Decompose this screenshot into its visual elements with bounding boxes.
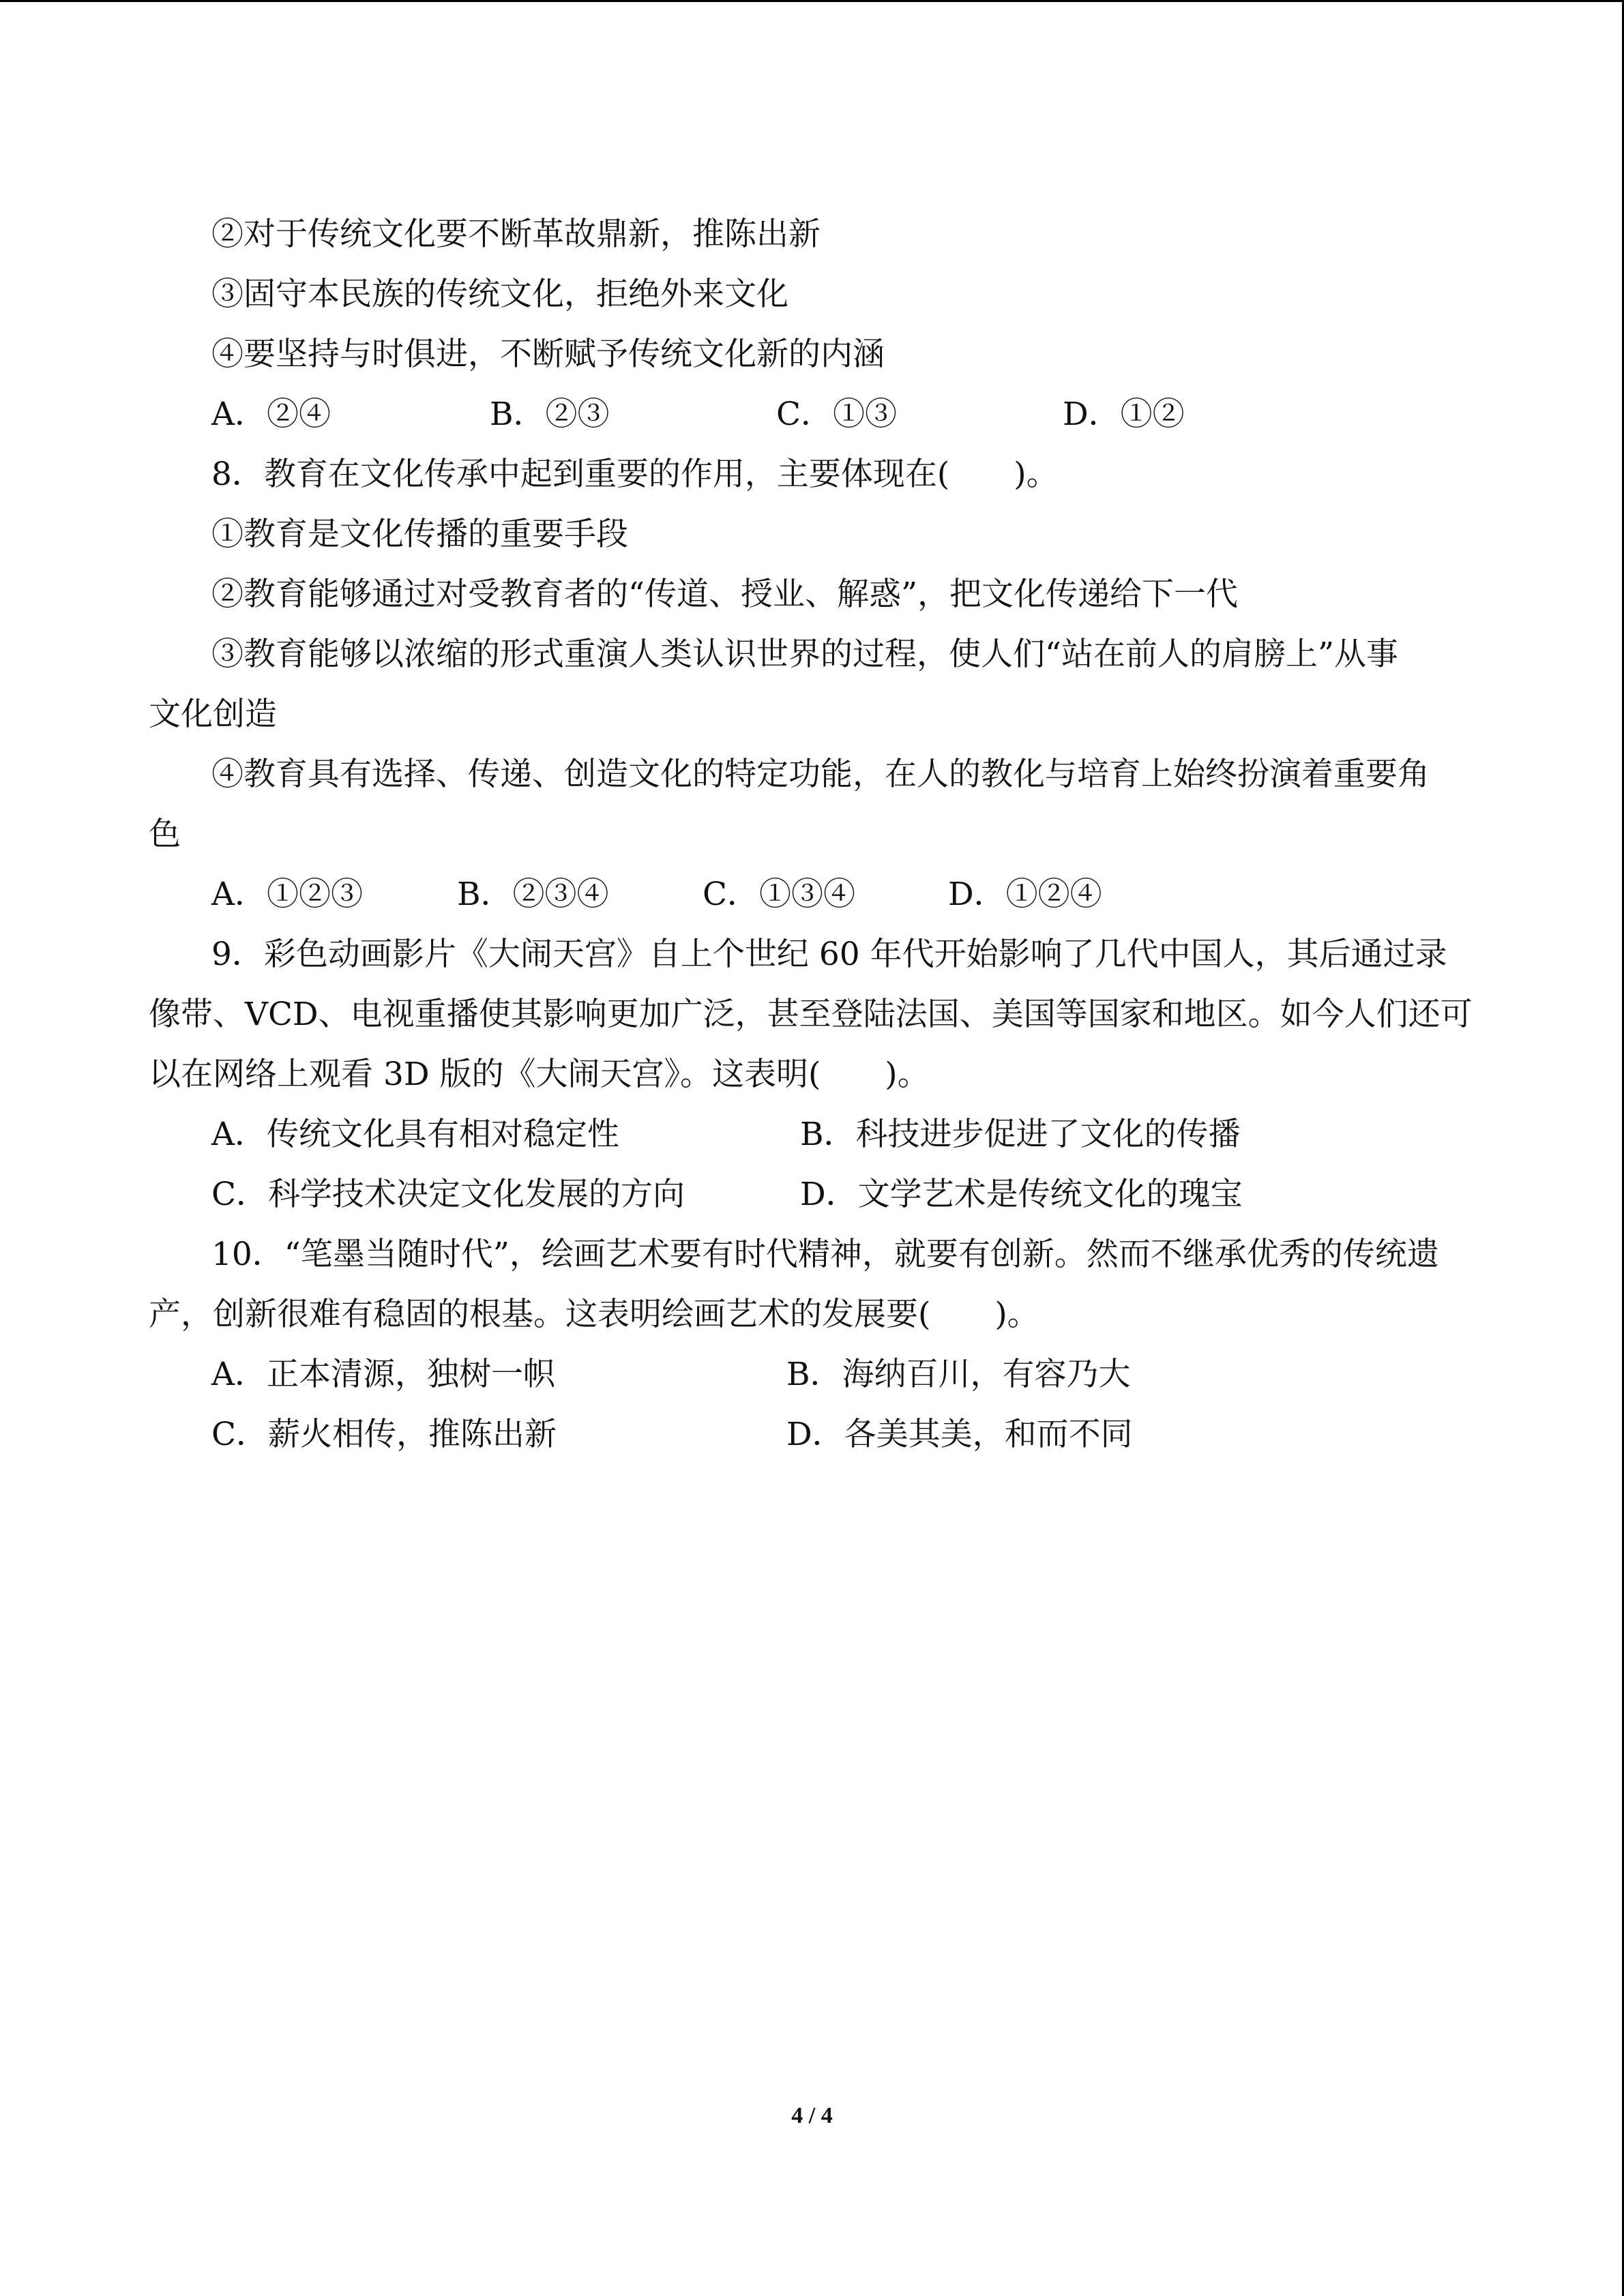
q8-option-d: D．①②④ [948, 876, 1102, 913]
q10-option-b: B．海纳百川，有容乃大 [786, 1356, 1131, 1393]
q8-statement-3-line-2: 文化创造 [149, 696, 277, 733]
q9-stem-line-1: 9．彩色动画影片《大闹天宫》自上个世纪 60 年代开始影响了几代中国人，其后通过录 [211, 936, 1447, 973]
q7-option-c: C．①③ [776, 396, 897, 433]
document-body [149, 205, 1473, 1465]
q8-option-b: B．②③④ [457, 876, 609, 913]
q8-options [149, 865, 1458, 925]
q9-stem-line-2: 像带、VCD、电视重播使其影响更加广泛，甚至登陆法国、美国等国家和地区。如今人们还可 [149, 996, 1473, 1033]
q10-options-row-2 [149, 1405, 1458, 1465]
page-border-top [0, 0, 1624, 2]
q10-options-row-1 [149, 1345, 1458, 1405]
q10-option-a: A．正本清源，独树一帜 [211, 1356, 555, 1393]
q10-stem-line-2: 产，创新很难有稳固的根基。这表明绘画艺术的发展要( )。 [149, 1296, 1039, 1333]
q9-option-a: A．传统文化具有相对稳定性 [211, 1116, 619, 1153]
q9-options-row-2 [149, 1165, 1458, 1225]
q8-statement-4-line-2: 色 [149, 816, 181, 853]
q8-statement-1: ①教育是文化传播的重要手段 [211, 516, 628, 553]
q8-option-a: A．①②③ [211, 876, 363, 913]
q9-stem-line-3: 以在网络上观看 3D 版的《大闹天宫》。这表明( )。 [149, 1056, 930, 1093]
q8-statement-2: ②教育能够通过对受教育者的“传道、授业、解惑”，把文化传递给下一代 [211, 576, 1239, 613]
page-number: 4 / 4 [791, 2103, 833, 2128]
q8-option-c: C．①③④ [703, 876, 855, 913]
q9-option-c: C．科学技术决定文化发展的方向 [211, 1176, 685, 1213]
q8-statement-4-line-1: ④教育具有选择、传递、创造文化的特定功能，在人的教化与培育上始终扮演着重要角 [211, 756, 1430, 793]
q9-options-row-1 [149, 1105, 1458, 1165]
q7-statement-3: ③固守本民族的传统文化，拒绝外来文化 [211, 275, 788, 313]
q8-statement-3-line-1: ③教育能够以浓缩的形式重演人类认识世界的过程，使人们“站在前人的肩膀上”从事 [211, 636, 1399, 673]
q10-stem-line-1: 10．“笔墨当随时代”，绘画艺术要有时代精神，就要有创新。然而不继承优秀的传统遗 [211, 1236, 1439, 1273]
q7-option-b: B．②③ [490, 396, 610, 433]
q10-option-d: D．各美其美，和而不同 [786, 1416, 1133, 1453]
q9-option-d: D．文学艺术是传统文化的瑰宝 [800, 1176, 1243, 1213]
q7-options [149, 385, 1458, 445]
q9-option-b: B．科技进步促进了文化的传播 [800, 1116, 1241, 1153]
q7-statement-2: ②对于传统文化要不断革故鼎新，推陈出新 [211, 215, 821, 253]
q7-option-a: A．②④ [211, 396, 331, 433]
q7-option-d: D．①② [1063, 396, 1185, 433]
q7-statement-4: ④要坚持与时俱进，不断赋予传统文化新的内涵 [211, 336, 885, 373]
q8-stem: 8．教育在文化传承中起到重要的作用，主要体现在( )。 [211, 456, 1059, 493]
q10-option-c: C．薪火相传，推陈出新 [211, 1416, 557, 1453]
